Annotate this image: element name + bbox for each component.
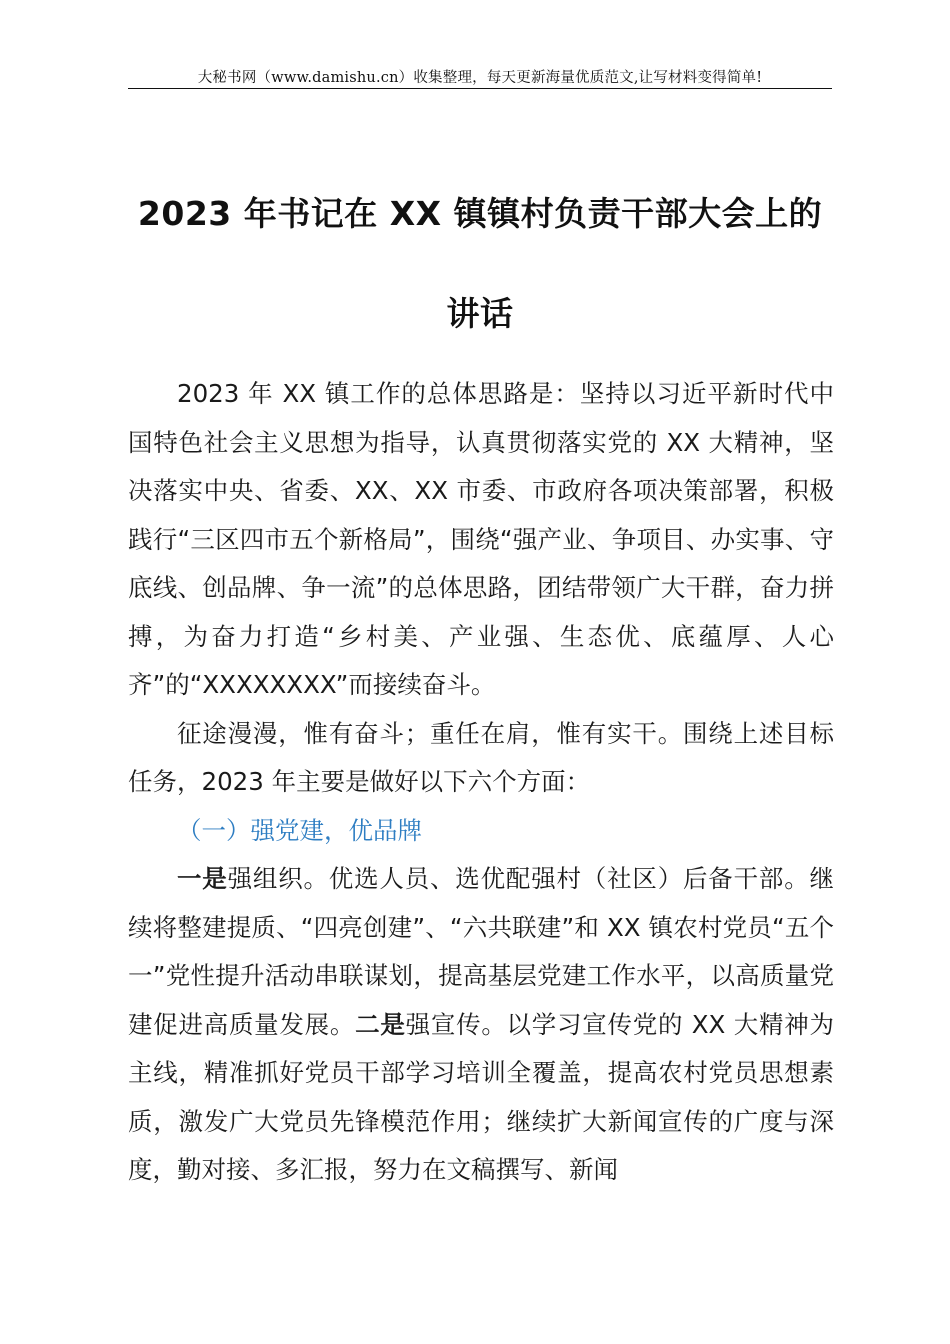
text-strengthen-publicity: 强宣传。以学习宣传党的 XX 大精神为主线，精准抓好党员干部学习培训全覆盖，提高农村党员思想素质，激发广大党员先锋模范作用；继续扩大新闻宣传的广度与深度，勤对接、多汇报，努力在文稿撰写、新闻 — [128, 1009, 835, 1184]
header-divider — [128, 88, 832, 89]
lead-second: 二是 — [355, 1009, 406, 1039]
document-title-line1: 2023 年书记在 XX 镇镇村负责干部大会上的 — [137, 194, 823, 233]
section-heading-party-building: （一）强党建，优品牌 — [177, 815, 422, 845]
paragraph-party-building — [128, 855, 834, 1195]
paragraph-intro-six-aspects: 征途漫漫，惟有奋斗；重任在肩，惟有实干。围绕上述目标任务，2023 年主要是做好以下六个方面： — [128, 718, 834, 796]
paragraph-overall-approach: 2023 年 XX 镇工作的总体思路是：坚持以习近平新时代中国特色社会主义思想为指导，认真贯彻落实党的 XX 大精神，坚决落实中央、省委、XX、XX 市委、市政府各项决策部署，积极践行“三区四市五个新格局”，围绕“强产业、争项目、办实事、守底线、创品牌、争一流”的总体思路，团结带领广大干群，奋力拼搏，为奋力打造“乡村美、产业强、生态优、底蕴厚、人心齐”的“XXXXXXXX”而接续奋斗。 — [128, 379, 834, 699]
document-title-line2: 讲话 — [446, 294, 514, 333]
text-strengthen-organization: 强组织。优选人员、选优配强村（社区）后备干部。继续将整建提质、“四亮创建”、“六共联建”和 XX 镇农村党员“五个一”党性提升活动串联谋划，提高基层党建工作水平，以高质量党建促进高质量发展。 — [128, 864, 835, 1039]
header-note: 大秘书网（www.damishu.cn）收集整理，每天更新海量优质范文,让写材料变得简单! — [197, 70, 763, 86]
document-body — [128, 370, 834, 1195]
lead-first: 一是 — [177, 864, 228, 893]
